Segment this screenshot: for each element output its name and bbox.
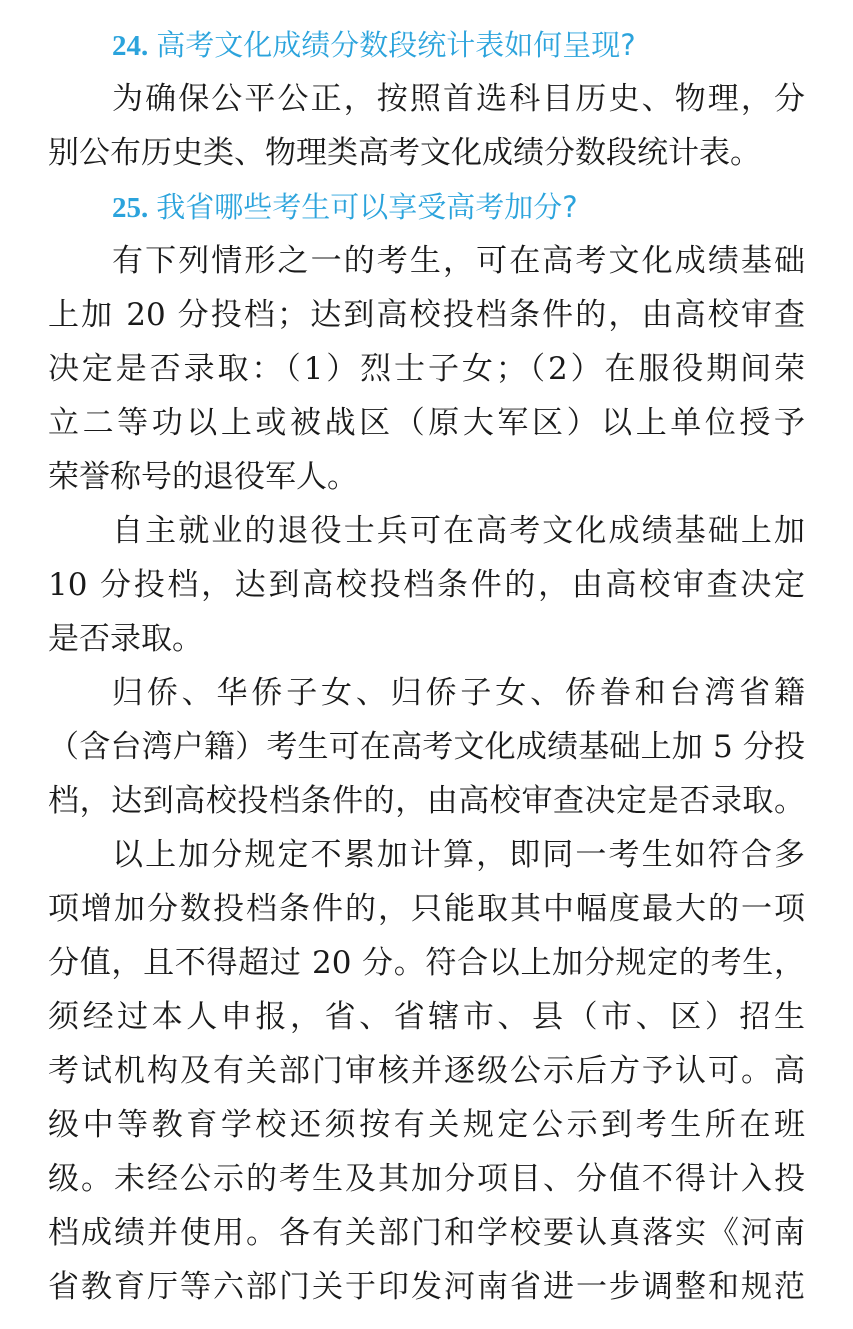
paragraph-line: 是否录取。: [48, 621, 203, 657]
question-heading-24: [48, 18, 805, 72]
paragraph-line: 10 分投档，达到高校投档条件的，由高校审查决定: [48, 567, 805, 603]
paragraph-line: 上加 20 分投档；达到高校投档条件的，由高校审查: [48, 297, 805, 333]
paragraph-bonus-rules: [48, 828, 805, 1314]
paragraph-line: 有下列情形之一的考生，可在高考文化成绩基础: [112, 243, 805, 279]
paragraph-line: 以上加分规定不累加计算，即同一考生如符合多: [112, 837, 805, 873]
paragraph-line: 立二等功以上或被战区（原大军区）以上单位授予: [48, 405, 805, 441]
paragraph-bonus-10: [48, 504, 805, 666]
paragraph-line: 级中等教育学校还须按有关规定公示到考生所在班: [48, 1107, 805, 1143]
question-number: 24.: [112, 30, 149, 62]
paragraph-line: 档成绩并使用。各有关部门和学校要认真落实《河南: [48, 1215, 805, 1251]
paragraph-score-table: [48, 72, 805, 180]
question-number: 25.: [112, 192, 149, 224]
question-title: 我省哪些考生可以享受高考加分?: [156, 190, 578, 224]
paragraph-line: 项增加分数投档条件的，只能取其中幅度最大的一项: [48, 891, 805, 927]
question-heading-25: [48, 180, 805, 234]
paragraph-line: 决定是否录取：（1）烈士子女；（2）在服役期间荣: [48, 351, 805, 387]
paragraph-line: 档，达到高校投档条件的，由高校审查决定是否录取。: [48, 783, 805, 819]
paragraph-bonus-5: [48, 666, 805, 828]
paragraph-line: 分值，且不得超过 20 分。符合以上加分规定的考生，: [48, 945, 805, 981]
paragraph-line: 考试机构及有关部门审核并逐级公示后方予认可。高: [48, 1053, 805, 1089]
paragraph-line: 荣誉称号的退役军人。: [48, 459, 358, 495]
paragraph-line: 须经过本人申报，省、省辖市、县（市、区）招生: [48, 999, 805, 1035]
paragraph-line: （含台湾户籍）考生可在高考文化成绩基础上加 5 分投: [48, 729, 805, 765]
paragraph-line: 别公布历史类、物理类高考文化成绩分数段统计表。: [48, 135, 761, 171]
question-title: 高考文化成绩分数段统计表如何呈现?: [156, 28, 636, 62]
paragraph-line: 为确保公平公正，按照首选科目历史、物理，分: [112, 81, 805, 117]
paragraph-bonus-20: [48, 234, 805, 504]
paragraph-line: 归侨、华侨子女、归侨子女、侨眷和台湾省籍: [112, 675, 805, 711]
paragraph-line: 省教育厅等六部门关于印发河南省进一步调整和规范: [48, 1269, 805, 1305]
paragraph-line: 自主就业的退役士兵可在高考文化成绩基础上加: [112, 513, 805, 549]
paragraph-line: 级。未经公示的考生及其加分项目、分值不得计入投: [48, 1161, 805, 1197]
